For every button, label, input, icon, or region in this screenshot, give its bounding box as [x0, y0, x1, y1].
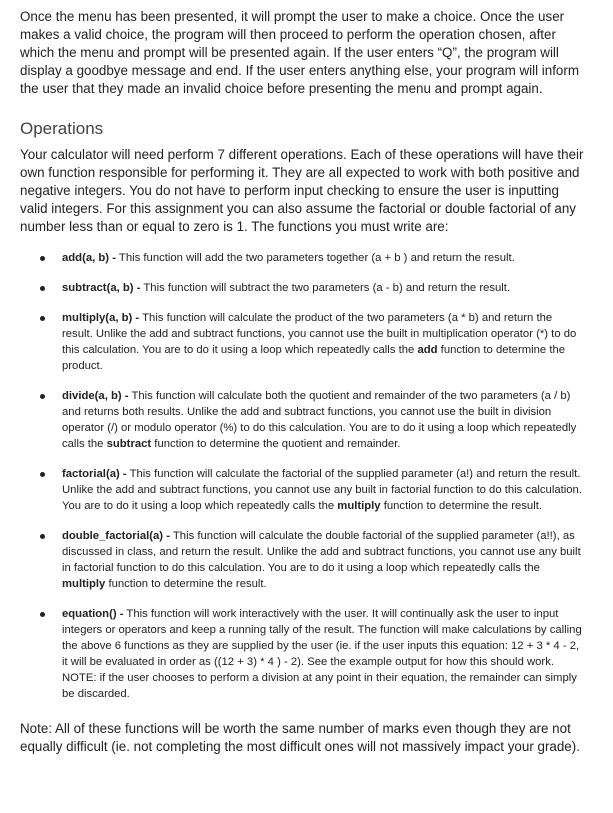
function-description: This function will add the two parameters together (a + b ) and return the result. [115, 252, 515, 264]
operations-intro-paragraph: Your calculator will need perform 7 different operations. Each of these operations will have their own function responsible for performing it. They are all expected to work with both positive and negative integers. You do not have to perform input checking to ensure the user is inputting valid integers. For this assignment you can also assume the factorial or double factorial of any number less than or equal to zero is 1. The functions you must write are: [20, 147, 584, 234]
function-item-subtract [20, 280, 586, 296]
bullet-icon [40, 316, 45, 321]
function-name: equation() - [62, 608, 124, 620]
function-name: multiply(a, b) - [62, 312, 140, 324]
function-name: add(a, b) - [62, 252, 116, 264]
bullet-icon [40, 612, 45, 617]
function-description: This function will calculate the factorial of the supplied parameter (a!) and return the result. Unlike the add and subtract functions, you cannot use any built in factorial function to do this calculation. You are to do it using a loop which repeatedly calls the [62, 468, 582, 512]
function-reference: add [417, 344, 438, 356]
function-name: divide(a, b) - [62, 390, 129, 402]
function-description-end: function to determine the product. [62, 344, 566, 372]
function-description-end: function to determine the result. [105, 578, 267, 590]
bullet-icon [40, 286, 45, 291]
function-description: This function will work interactively with the user. It will continually ask the user to input integers or operators and keep a running tally of the result. The function will make calculations by calling the above 6 functions as they are supplied by the user (ie. if the user inputs this equation: 12 + 3 * 4 - 2, it will be evaluated in order as ((12 + 3) * 4 ) - 2). See the example output for how this should work. NOTE: if the user chooses to perform a division at any point in their equation, the remainder can simply be discarded. [62, 608, 582, 700]
bullet-icon [40, 394, 45, 399]
function-name: subtract(a, b) - [62, 282, 141, 294]
function-item-factorial [20, 466, 586, 514]
function-name: factorial(a) - [62, 468, 127, 480]
intro-paragraph: Once the menu has been presented, it will prompt the user to make a choice. Once the user makes a valid choice, the program will then proceed to perform the operation chosen, after which the menu and prompt will be presented again. If the user enters “Q”, the program will display a goodbye message and end. If the user enters anything else, your program will inform the user that they made an invalid choice before presenting the menu and prompt again. [20, 9, 579, 96]
function-item-equation [20, 606, 586, 702]
function-item-multiply [20, 310, 586, 374]
function-description: This function will calculate the double factorial of the supplied parameter (a!!), as discussed in class, and return the result. Unlike the add and subtract functions, you cannot use any built in factorial function to do this calculation. You are to do it using a loop which repeatedly calls the [62, 530, 581, 574]
function-reference: multiply [337, 500, 381, 512]
function-description-end: function to determine the quotient and remainder. [151, 438, 401, 450]
function-name: double_factorial(a) - [62, 530, 170, 542]
function-description: This function will calculate the product of the two parameters (a * b) and return the result. Unlike the add and subtract functions, you cannot use the built in multiplication operator (*) to do this calculation. You are to do it using a loop which repeatedly calls the [62, 312, 577, 356]
function-item-divide [20, 388, 586, 452]
function-description: This function will calculate both the quotient and remainder of the two parameters (a / b) and returns both results. Unlike the add and subtract functions, you cannot use the built in division operator (/) or modulo operator (%) to do this calculation. You are to do it using a loop which repeatedly calls the [62, 390, 577, 450]
bullet-icon [40, 256, 45, 261]
function-item-double-factorial [20, 528, 586, 592]
function-item-add [20, 250, 586, 266]
note-paragraph: Note: All of these functions will be worth the same number of marks even though they are not equally difficult (ie. not completing the most difficult ones will not massively impact your grade). [20, 721, 580, 754]
function-list [20, 250, 586, 702]
function-description: This function will subtract the two parameters (a - b) and return the result. [140, 282, 511, 294]
bullet-icon [40, 534, 45, 539]
function-reference: subtract [106, 438, 152, 450]
document-page [20, 8, 586, 756]
function-reference: multiply [62, 578, 106, 590]
section-heading-operations: Operations [20, 119, 104, 138]
function-description-end: function to determine the result. [380, 500, 542, 512]
bullet-icon [40, 472, 45, 477]
